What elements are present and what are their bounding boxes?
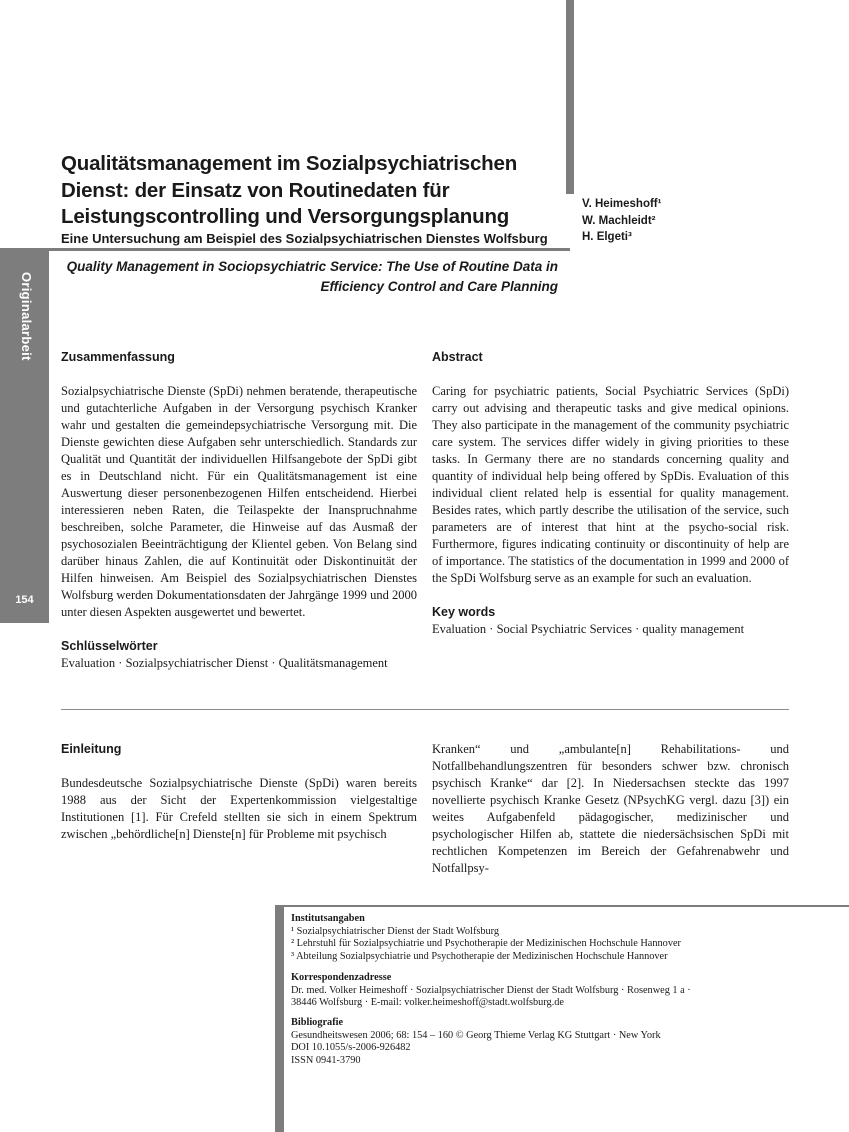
zusammenfassung-section <box>61 349 417 672</box>
author: W. Machleidt² <box>582 214 656 227</box>
page-number: 154 <box>15 594 34 606</box>
bibliografie <box>291 1017 831 1068</box>
korrespondenz-line: Dr. med. Volker Heimeshoff · Sozialpsychiatrischer Dienst der Stadt Wolfsburg · Rosenweg 1 a · <box>291 984 691 996</box>
korrespondenzadresse <box>291 972 831 1010</box>
abstract-section <box>432 349 789 638</box>
einleitung-section <box>61 741 417 843</box>
institution-line: ² Lehrstuhl für Sozialpsychiatrie und Psychotherapie der Medizinischen Hochschule Hannover <box>291 938 681 950</box>
author: H. Elgeti³ <box>582 231 632 243</box>
abstract-text: Caring for psychiatric patients, Social Psychiatric Services (SpDi) carry out advising and therapeutic tasks and give medical opinions. They also participate in the management of the community psychiatric care system. The services differ widely in giving priorities to these tasks. In Germany there are no standards concerning quality and quantity of individual help being offered by SpDis. Evaluation of this individual client related help is essential for quality management. Besides rates, which partly describe the utilisation of the service, such parameters are of interest that hint at the psycho-social risk. Furthermore, figures indicating continuity or discontinuity of help are of importance. The statistics of the documentation in 1999 and 2000 of the SpDi Wolfsburg serve as an example for such an evaluation. <box>432 384 789 585</box>
info-box-vertical-bar <box>275 905 284 1132</box>
einleitung-text-left: Bundesdeutsche Sozialpsychiatrische Dienste (SpDi) waren bereits 1988 aus der Sicht der Expertenkommission vielgestaltige Institutionen [1]. Für Crefeld stellten sie sich in einem Spektrum zwischen „behördliche[n] Dienste[n] für Probleme mit psychisch <box>61 776 417 841</box>
bibliografie-line: DOI 10.1055/s-2006-926482 <box>291 1042 411 1054</box>
schluesselwoerter-heading: Schlüsselwörter <box>61 639 158 653</box>
zusammenfassung-text: Sozialpsychiatrische Dienste (SpDi) nehmen beratende, therapeutische und gutachterliche Aufgaben in der Versorgung psychisch Kranker wahr und gestalten die gemeindepsychiatrische Versorgung mit. Die Dienste gewichten diese Aufgaben sehr unterschiedlich. Standards zur Qualität und Quantität der individuellen Hilfsangebote der SpDi gibt es in Deutschland nicht. Für ein Qualitätsmanagement ist eine Auswertung dieser personenbezogenen Hilfen entscheidend. Hierbei interessieren neben Raten, die Teilaspekte der Inanspruchnahme beschreiben, solche Parameter, die Hinweise auf das Ausmaß der psychosozialen Beeinträchtigung der Klientel geben. Von Belang sind darüber hinaus Zahlen, die auf Kontinuität oder Diskontinuität der Hilfen hinweisen. Am Beispiel des Sozialpsychiatrischen Dienstes Wolfsburg werden Dokumentationsdaten der Jahrgänge 1999 und 2000 unter diesen Aspekten ausgewertet und bewertet. <box>61 384 417 619</box>
author: V. Heimeshoff¹ <box>582 198 662 210</box>
top-vertical-bar <box>566 0 574 194</box>
article-title <box>61 151 561 231</box>
info-box-top-rule <box>275 905 849 907</box>
article-type-label: Originalarbeit <box>19 272 34 361</box>
bibliografie-line: Gesundheitswesen 2006; 68: 154 – 160 © Georg Thieme Verlag KG Stuttgart · New York <box>291 1029 661 1041</box>
abstract-heading: Abstract <box>432 350 483 364</box>
section-divider <box>61 709 789 710</box>
bibliografie-heading: Bibliografie <box>291 1017 344 1028</box>
title-line: Leistungscontrolling und Versorgungsplanung <box>61 205 510 228</box>
institutsangaben <box>291 913 831 964</box>
institution-line: ¹ Sozialpsychiatrischer Dienst der Stadt Wolfsburg <box>291 925 500 937</box>
english-title-line: Quality Management in Sociopsychiatric Service: The Use of Routine Data in <box>66 259 558 274</box>
zusammenfassung-heading: Zusammenfassung <box>61 350 175 364</box>
key-words-heading: Key words <box>432 605 496 619</box>
bibliografie-line: ISSN 0941-3790 <box>291 1055 361 1067</box>
title-line: Qualitätsmanagement im Sozialpsychiatrischen <box>61 152 518 175</box>
author-list <box>582 196 762 246</box>
institution-line: ³ Abteilung Sozialpsychiatrie und Psychotherapie der Medizinischen Hochschule Hannover <box>291 951 668 963</box>
einleitung-text-right: Kranken“ und „ambulante[n] Rehabilitations- und Notfallbehandlungszentren für besonders schwer bzw. chronisch psychisch Kranke“ dar [2]. In Niedersachsen steckte das 1997 novellierte psychisch Kranke Gesetz (NPsychKG vergl. dazu [3]) ein weites Aufgabenfeld pädagogischer, medizinischer und psychologischer Hilfen ab, stattete die niedersächsischen SpDi mit rechtlichen Kompetenzen im Bereich der Gefahrenabwehr und Notfallpsy- <box>432 742 789 875</box>
einleitung-continued <box>432 741 789 877</box>
english-title-line: Efficiency Control and Care Planning <box>320 279 558 294</box>
title-underline-rule <box>0 248 570 251</box>
korrespondenz-line: 38446 Wolfsburg · E-mail: volker.heimeshoff@stadt.wolfsburg.de <box>291 997 565 1009</box>
article-subtitle: Eine Untersuchung am Beispiel des Sozialpsychiatrischen Dienstes Wolfsburg <box>61 231 548 246</box>
einleitung-heading: Einleitung <box>61 742 122 756</box>
title-line: Dienst: der Einsatz von Routinedaten für <box>61 178 450 202</box>
institutsangaben-heading: Institutsangaben <box>291 913 365 924</box>
key-words-text: Evaluation · Social Psychiatric Services · quality management <box>432 622 745 636</box>
english-title <box>60 257 558 297</box>
korrespondenz-heading: Korrespondenzadresse <box>291 972 392 983</box>
schluesselwoerter-text: Evaluation · Sozialpsychiatrischer Dienst · Qualitätsmanagement <box>61 656 388 670</box>
